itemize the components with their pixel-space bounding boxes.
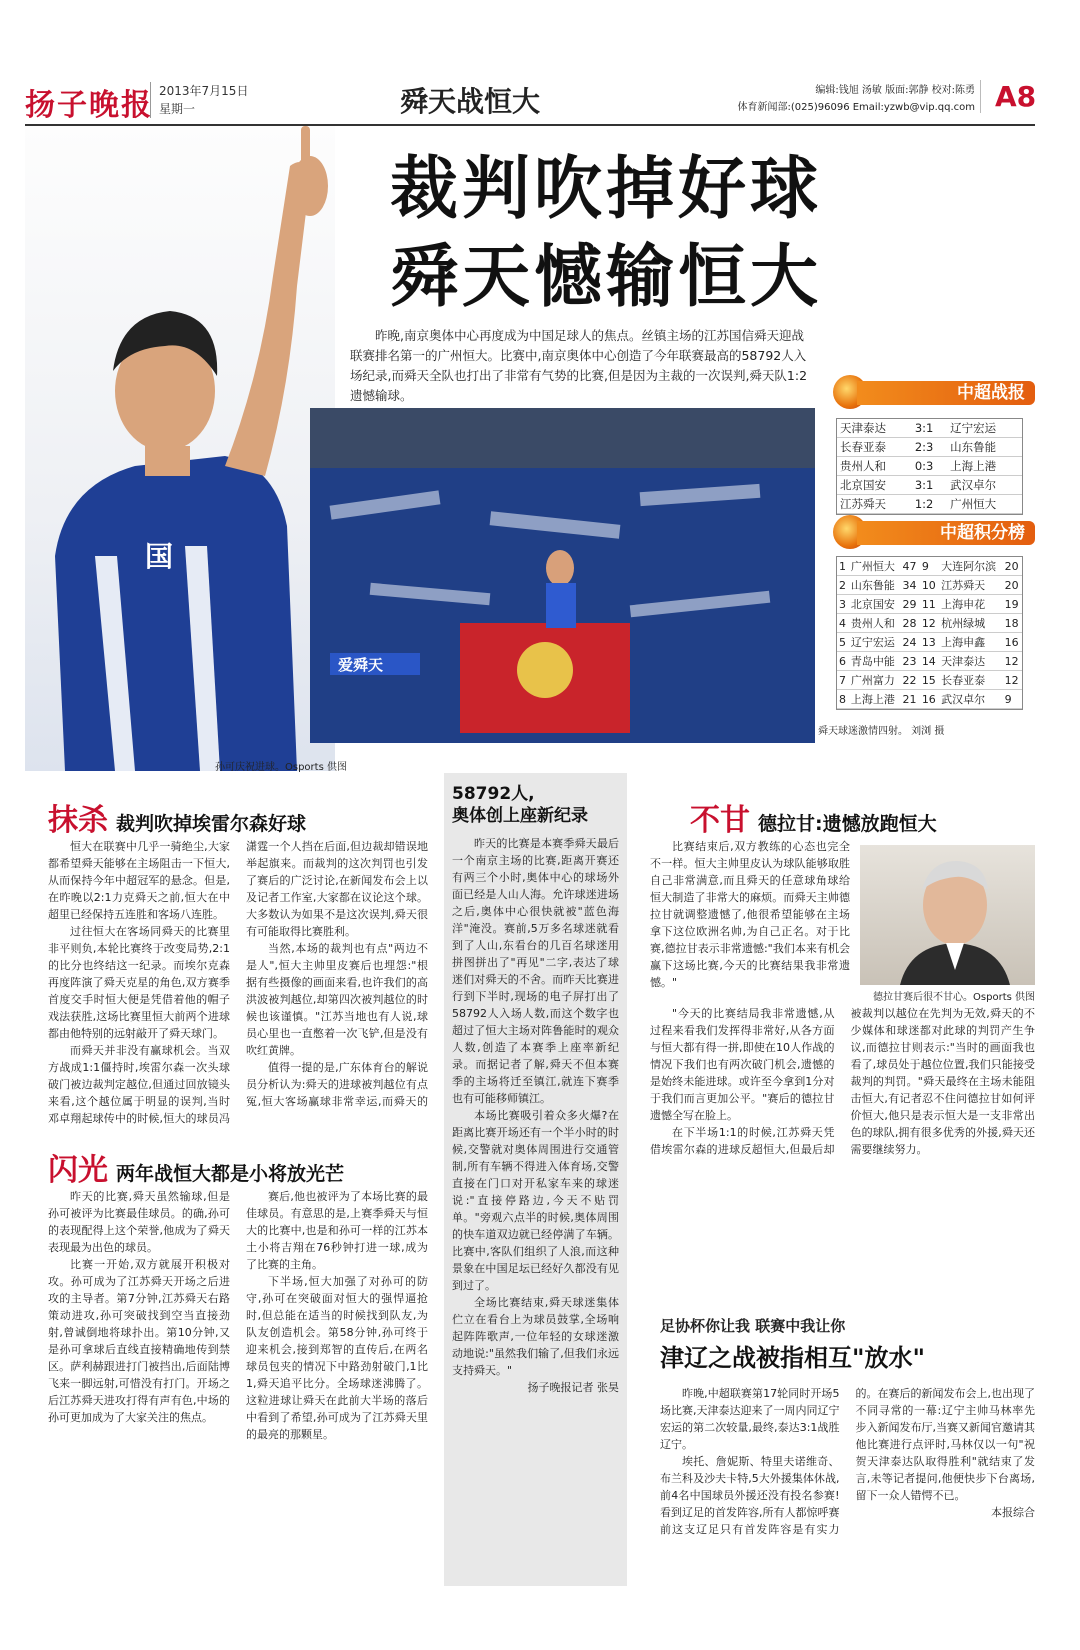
standings-cell: 18 bbox=[1003, 614, 1022, 633]
standings-cell: 23 bbox=[900, 652, 919, 671]
standings-cell: 47 bbox=[900, 557, 919, 576]
results-row bbox=[837, 438, 1022, 457]
standings-cell: 5 bbox=[837, 633, 849, 652]
standings-row bbox=[837, 576, 1022, 595]
col1-paragraph: 当然,本场的裁判也有点"两边不是人",恒大主帅里皮赛后也埋怨:"根据有些摄像的画面来看,也许我们的高洪波被判越位,却第四次被判越位的时候也该谨慎。"江苏当地也有人说,球员心里也一直憋着一次飞铲,但是没有吹红黄牌。 bbox=[246, 942, 428, 1057]
results-cell: 江苏舜天 bbox=[837, 495, 912, 514]
col3c-byline: 本报综合 bbox=[991, 1506, 1035, 1519]
hero-photo bbox=[25, 126, 335, 771]
results-cell: 广州恒大 bbox=[947, 495, 1022, 514]
standings-cell: 青岛中能 bbox=[849, 652, 901, 671]
standings-cell: 10 bbox=[920, 576, 939, 595]
date-text: 2013年7月15日 bbox=[159, 84, 249, 98]
crowd-caption: 舜天球迷激情四射。 刘浏 摄 bbox=[818, 726, 945, 737]
standings-cell: 3 bbox=[837, 595, 849, 614]
col3c-paragraph: 昨晚,中超联赛第17轮同时开场5场比赛,天津泰达迎来了一周内同辽宁宏运的第二次较量,最终,泰达3:1战胜辽宁。 bbox=[660, 1387, 840, 1451]
standings-cell: 20 bbox=[1003, 576, 1022, 595]
standings-box-header bbox=[833, 515, 1025, 543]
standings-cell: 34 bbox=[900, 576, 919, 595]
col1-paragraph: 过往恒大在客场同舜天的比赛里非平则负,本轮比赛终于改变局势,2:1的比分也终结这一纪录。而埃尔克森再度阵演了舜天克星的角色,双方赛季首度交手时恒大便是凭借着他的帽子戏法获胜,这场比赛里恒大前两个进球都由他特别的远射敲开了舜天球门。 bbox=[48, 925, 230, 1040]
bottom-title: 津辽之战被指相互"放水" bbox=[660, 1344, 926, 1372]
lede-text: 昨晚,南京奥体中心再度成为中国足球人的焦点。丝镇主场的江苏国信舜天迎战联赛排名第一的广州恒大。比赛中,南京奥体中心创造了今年联赛最高的58792人入场纪录,而舜天全队也打出了非常有气势的比赛,但是因为主裁的一次误判,舜天队1:2遗憾输球。 bbox=[350, 328, 808, 403]
results-row bbox=[837, 419, 1022, 438]
player-illustration bbox=[25, 126, 335, 771]
coach-caption: 德拉甘赛后很不甘心。Osports 供图 bbox=[873, 992, 1035, 1003]
standings-cell: 辽宁宏运 bbox=[849, 633, 901, 652]
col1-body bbox=[48, 838, 428, 1143]
standings-cell: 天津泰达 bbox=[939, 652, 1002, 671]
col1-heading bbox=[48, 795, 306, 839]
standings-cell: 4 bbox=[837, 614, 849, 633]
col3-heading bbox=[690, 795, 937, 839]
col3-tag: 不甘 bbox=[690, 803, 750, 838]
col1b-title: 两年战恒大都是小将放光芒 bbox=[116, 1163, 345, 1185]
col2-byline: 扬子晚报记者 张昊 bbox=[527, 1381, 619, 1394]
attendance-title-2: 奥体创上座新纪录 bbox=[452, 806, 588, 826]
col1b-paragraph: 昨天的比赛,舜天虽然输球,但是孙可被评为比赛最佳球员。的确,孙可的表现配得上这个荣誉,他成为了舜天表现最为出色的球员。 bbox=[48, 1190, 230, 1254]
standings-cell: 2 bbox=[837, 576, 849, 595]
section-title: 舜天战恒大 bbox=[400, 85, 541, 118]
col2-paragraph: 昨天的比赛是本赛季舜天最后一个南京主场的比赛,距离开赛还有两三个小时,奥体中心的球场外面已经是人山人海。允许球迷进场之后,奥体中心很快就被"蓝色海洋"淹没。赛前,5万多名球迷就看到了人山,东看台的几百名球迷用拼图拼出了"再见"二字,表达了球迷们对舜天的不舍。而昨天比赛进行到下半时,现场的电子屏打出了58792人入场人数,而这个数字也超过了恒大主场对阵鲁能时的观众人数,创造了本赛季上座率新纪录。而据记者了解,舜天不但本赛季的主场将迁至镇江,就连下赛季也有可能移师镇江。 bbox=[452, 837, 619, 1105]
col3b-paragraph: 在下半场1:1的时候,江苏舜天凭借埃雷尔森的进球反超恒大,但最后却被裁判以越位在先判为无效,舜天的不少媒体和球迷都对此球的判罚产生争议,而德拉甘则表示:"当时的画面我也看了,球员处于越位位置,我们只能接受裁判的判罚。"舜天最终在主场未能阻击恒大,有记者忍不住问德拉甘如何评价恒大,他只是表示恒大是一支非常出色的球队,拥有很多优秀的外援,舜天还需要继续努力。 bbox=[650, 1007, 1035, 1156]
results-cell: 天津泰达 bbox=[837, 419, 912, 438]
results-cell: 上海上港 bbox=[947, 457, 1022, 476]
issue-date bbox=[150, 82, 248, 118]
standings-cell: 8 bbox=[837, 690, 849, 709]
col3-title: 德拉甘:遗憾放跑恒大 bbox=[758, 813, 937, 835]
attendance-column bbox=[444, 773, 627, 1586]
standings-cell: 19 bbox=[1003, 595, 1022, 614]
standings-row bbox=[837, 633, 1022, 652]
results-title: 中超战报 bbox=[857, 381, 1035, 405]
main-headline bbox=[390, 146, 1040, 322]
standings-cell: 贵州人和 bbox=[849, 614, 901, 633]
standings-cell: 广州富力 bbox=[849, 671, 901, 690]
results-cell: 山东鲁能 bbox=[947, 438, 1022, 457]
col1-tag: 抹杀 bbox=[48, 803, 108, 838]
standings-cell: 20 bbox=[1003, 557, 1022, 576]
standings-cell: 北京国安 bbox=[849, 595, 901, 614]
masthead bbox=[25, 78, 1035, 124]
results-cell: 0:3 bbox=[912, 457, 947, 476]
attendance-title bbox=[452, 783, 619, 827]
crowd-banner-text: 爱舜天 bbox=[338, 656, 384, 674]
standings-row bbox=[837, 690, 1022, 709]
standings-title: 中超积分榜 bbox=[857, 521, 1035, 545]
results-cell: 3:1 bbox=[912, 476, 947, 495]
col1b-tag: 闪光 bbox=[48, 1153, 108, 1188]
standings-cell: 15 bbox=[920, 671, 939, 690]
results-row bbox=[837, 495, 1022, 514]
standings-cell: 12 bbox=[920, 614, 939, 633]
results-cell: 3:1 bbox=[912, 419, 947, 438]
standings-cell: 12 bbox=[1003, 652, 1022, 671]
weekday-text: 星期一 bbox=[159, 102, 196, 116]
standings-row bbox=[837, 652, 1022, 671]
results-cell: 贵州人和 bbox=[837, 457, 912, 476]
results-table bbox=[836, 418, 1023, 515]
standings-cell: 29 bbox=[900, 595, 919, 614]
editors-line: 编辑:钱旭 汤敏 版面:郭静 校对:陈勇 bbox=[815, 85, 975, 96]
standings-cell: 长春亚泰 bbox=[939, 671, 1002, 690]
standings-cell: 上海上港 bbox=[849, 690, 901, 709]
col1b-heading bbox=[48, 1145, 344, 1189]
results-cell: 1:2 bbox=[912, 495, 947, 514]
editors-block bbox=[730, 82, 975, 116]
standings-cell: 9 bbox=[1003, 690, 1022, 709]
results-cell: 2:3 bbox=[912, 438, 947, 457]
standings-cell: 杭州绿城 bbox=[939, 614, 1002, 633]
col3b-body bbox=[660, 1385, 1035, 1585]
newspaper-logo: 扬子晚报 bbox=[25, 88, 153, 123]
headline-line-2: 舜天憾输恒大 bbox=[390, 238, 823, 317]
col2-paragraph: 本场比赛吸引着众多火爆?在距离比赛开场还有一个半小时的时候,交警就对奥体周围进行交通管制,所有车辆不得进入体育场,交警直接在门口对开私家车来的球迷说:"直接停路边,今天不贴罚单。"旁观六点半的时候,奥体周围的快车道双边就已经停满了车辆。比赛中,客队们组织了人浪,而这种景象在中国足坛已经好久都没有见到过了。 bbox=[452, 1109, 619, 1292]
standings-cell: 13 bbox=[920, 633, 939, 652]
coach-illustration bbox=[860, 845, 1035, 985]
standings-row bbox=[837, 557, 1022, 576]
col3a-paragraph: 比赛结束后,双方教练的心态也完全不一样。恒大主帅里皮认为球队能够取胜自己非常满意,而且舜天的任意球角球给恒大制造了非常大的麻烦。而舜天主帅德拉甘就调整遗憾了,他很希望能够在主场拿下这位欧洲名帅,为自己正名。对于比赛,德拉甘表示非常遗憾:"我们本来有机会赢下这场比赛,今天的比赛结果我非常遗憾。" bbox=[650, 840, 850, 989]
standings-cell: 14 bbox=[920, 652, 939, 671]
col3-body-b bbox=[650, 1005, 1035, 1305]
standings-cell: 24 bbox=[900, 633, 919, 652]
headline-line-1: 裁判吹掉好球 bbox=[390, 150, 823, 229]
standings-cell: 21 bbox=[900, 690, 919, 709]
col1-paragraph: 恒大在联赛中几乎一骑绝尘,大家都希望舜天能够在主场阻击一下恒大,从而保持今年中超冠军的悬念。但是,在昨晚以2:1力克舜天之前,恒大在中超里已经保持五连胜和客场八连胜。 bbox=[48, 840, 230, 921]
svg-text:国: 国 bbox=[145, 540, 174, 573]
results-box-header bbox=[833, 375, 1025, 403]
standings-row bbox=[837, 671, 1022, 690]
standings-cell: 7 bbox=[837, 671, 849, 690]
standings-cell: 山东鲁能 bbox=[849, 576, 901, 595]
standings-cell: 9 bbox=[920, 557, 939, 576]
bottom-kicker: 足协杯你让我 联赛中我让你 bbox=[660, 1317, 846, 1335]
standings-cell: 1 bbox=[837, 557, 849, 576]
col1-paragraph: 而舜天并非没有赢球机会。当双方战成1:1僵持时,埃雷尔森一次头球破门被边裁判定越位,但通过回放镜头来看,这个越位属于明显的误判,当时邓卓翔起球传中的时候,恒大的球员冯潇霆一个人挡在后面,但边裁却错误地举起旗来。而裁判的这次判罚也引发了赛后的广泛讨论,在新闻发布会上以及记者工作室,大家都在议论这个球。大多数认为如果不是这次误判,舜天很有可能取得比赛胜利。 bbox=[48, 840, 428, 1125]
col1b-paragraph: 比赛一开始,双方就展开积极对攻。孙可成为了江苏舜天开场之后进攻的主导者。第7分钟,江苏舜天右路策动进攻,孙可突破找到空当直接劲射,曾诚倒地将球扑出。第10分钟,又是孙可拿球后直线直接精确地传到禁区。萨利赫跟进打门被挡出,后面陆博飞来一脚远射,可惜没有打门。开场之后江苏舜天进攻打得有声有色,中场的孙可更加成为了大家关注的焦点。 bbox=[48, 1258, 230, 1424]
col3b-paragraph: "今天的比赛结局我非常遗憾,从过程来看我们发挥得非常好,从各方面与恒大都有得一拼,即使在10人作战的情况下我们也有两次破门机会,遗憾的是始终未能进球。或许至今拿到1分对于我们而言更加公平。"赛后的德拉甘遗憾全写在脸上。 bbox=[650, 1007, 835, 1122]
standings-cell: 武汉卓尔 bbox=[939, 690, 1002, 709]
col3-body-a bbox=[650, 838, 850, 998]
col2-paragraph: 全场比赛结束,舜天球迷集体伫立在看台上为球员鼓掌,全场响起阵阵歌声,一位年轻的女球迷激动地说:"虽然我们输了,但我们永远支持舜天。" bbox=[452, 1296, 619, 1377]
attendance-body bbox=[452, 835, 619, 1575]
standings-cell: 江苏舜天 bbox=[939, 576, 1002, 595]
coach-photo bbox=[860, 845, 1035, 985]
page-number: A8 bbox=[980, 80, 1036, 113]
standings-table bbox=[836, 556, 1023, 710]
standings-cell: 16 bbox=[1003, 633, 1022, 652]
contact-line: 体育新闻部:(025)96096 Email:yzwb@vip.qq.com bbox=[737, 102, 975, 113]
col1b-body bbox=[48, 1188, 428, 1583]
results-grid bbox=[837, 419, 1022, 514]
standings-cell: 上海申花 bbox=[939, 595, 1002, 614]
results-cell: 北京国安 bbox=[837, 476, 912, 495]
results-cell: 长春亚泰 bbox=[837, 438, 912, 457]
standings-cell: 12 bbox=[1003, 671, 1022, 690]
results-cell: 辽宁宏运 bbox=[947, 419, 1022, 438]
standings-cell: 大连阿尔滨 bbox=[939, 557, 1002, 576]
hero-caption: 孙可庆祝进球。Osports 供图 bbox=[215, 762, 347, 773]
standings-cell: 广州恒大 bbox=[849, 557, 901, 576]
standings-cell: 11 bbox=[920, 595, 939, 614]
results-cell: 武汉卓尔 bbox=[947, 476, 1022, 495]
crowd-illustration bbox=[310, 408, 815, 743]
standings-cell: 16 bbox=[920, 690, 939, 709]
col1-paragraph: 值得一提的是,广东体育台的解说员分析认为:舜天的进球被判越位有点冤,恒大客场赢球非常幸运,而舜天的 bbox=[246, 1061, 428, 1108]
col3c-paragraph: 埃托、詹妮斯、特里夫诺维奇、布兰科及沙夫卡特,5大外援集体休战,前4名中国球员外援还没有投名参赛!看到辽足的首发阵容,所有人都惊呼赛前这支辽足只有首发阵容是有实力的。在赛后的新闻发布会上,也出现了不同寻常的一幕:辽宁主帅马林率先步入新闻发布厅,当赛又新闻官邀请其他比赛进行点评时,马林仅以一句"祝贺天津泰达队取得胜利"就结束了发言,未等记者提问,他便快步下台离场,留下一众人错愕不已。 bbox=[660, 1387, 1035, 1536]
standings-cell: 28 bbox=[900, 614, 919, 633]
standings-row bbox=[837, 614, 1022, 633]
col1b-paragraph: 赛后,他也被评为了本场比赛的最佳球员。有意思的是,上赛季舜天与恒大的比赛中,也是和孙可一样的江苏本土小将吉翔在76秒钟打进一球,成为了比赛的主角。 bbox=[246, 1190, 428, 1271]
standings-cell: 6 bbox=[837, 652, 849, 671]
crowd-photo bbox=[310, 408, 815, 743]
col1b-paragraph: 下半场,恒大加强了对孙可的防守,孙可在突破面对恒大的强悍逼抢时,但总能在适当的时候找到队友,为队友创造机会。第58分钟,孙可终于迎来机会,接到郑智的直传后,在两名球员包夹的情况下中路劲射破门,1比1,舜天追平比分。全场球迷沸腾了。这粒进球让舜天在此前大半场的落后中看到了希望,孙可成为了江苏舜天里的最亮的那颗星。 bbox=[246, 1275, 428, 1441]
standings-cell: 22 bbox=[900, 671, 919, 690]
standings-cell: 上海申鑫 bbox=[939, 633, 1002, 652]
standings-row bbox=[837, 595, 1022, 614]
attendance-title-1: 58792人, bbox=[452, 784, 535, 804]
results-row bbox=[837, 476, 1022, 495]
results-row bbox=[837, 457, 1022, 476]
standings-grid bbox=[837, 557, 1022, 709]
col1-title: 裁判吹掉埃雷尔森好球 bbox=[116, 813, 307, 835]
